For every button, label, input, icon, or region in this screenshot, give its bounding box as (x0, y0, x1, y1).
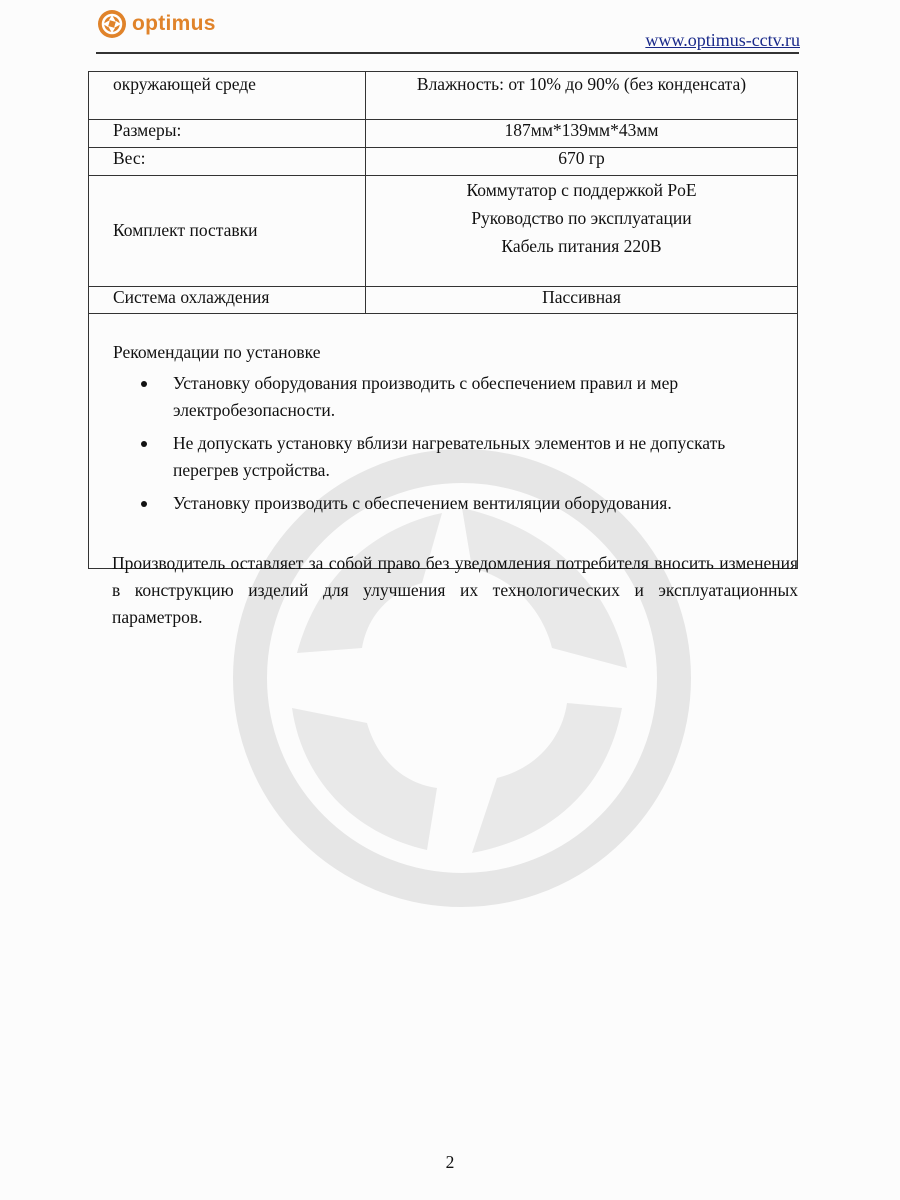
header-divider (96, 52, 799, 54)
dimensions-value: 187мм*139мм*43мм (366, 120, 798, 148)
weight-value: 670 гр (366, 148, 798, 176)
kit-item: Коммутатор с поддержкой PoE (466, 180, 697, 200)
manufacturer-disclaimer: Производитель оставляет за собой право без уведомления потребителя вносить изменения в конструкцию изделий для улучшения их технологических и эксплуатационных параметров. (112, 552, 798, 627)
page-number: 2 (445, 1152, 455, 1172)
cooling-label: Система охлаждения (89, 287, 366, 314)
website-link[interactable]: www.optimus-cctv.ru (645, 30, 800, 50)
optimus-logo-icon (96, 8, 128, 40)
recommendations-title: Рекомендации по установке (113, 342, 321, 362)
list-item: Не допускать установку вблизи нагревательных элементов и не допускать перегрев устройства. (173, 430, 757, 484)
table-row-environment (89, 72, 798, 120)
table-row-weight (89, 148, 798, 176)
kit-item: Руководство по эксплуатации (471, 208, 692, 228)
kit-label: Комплект поставки (89, 176, 366, 287)
list-item: Установку производить с обеспечением вентиляции оборудования. (173, 490, 757, 517)
kit-value (366, 176, 798, 287)
list-item: Установку оборудования производить с обеспечением правил и мер электробезопасности. (173, 370, 757, 424)
cooling-value: Пассивная (366, 287, 798, 314)
table-row-dimensions (89, 120, 798, 148)
table-row-recommendations (89, 314, 798, 569)
logo-text: optimus (132, 12, 216, 35)
table-row-kit (89, 176, 798, 287)
recommendations-cell (89, 314, 798, 569)
dimensions-label: Размеры: (89, 120, 366, 148)
weight-label: Вес: (89, 148, 366, 176)
specifications-table (88, 71, 798, 569)
recommendations-list (113, 370, 757, 517)
optimus-logo (96, 8, 216, 40)
kit-item: Кабель питания 220В (501, 236, 662, 256)
table-row-cooling (89, 287, 798, 314)
environment-label: окружающей среде (89, 72, 366, 120)
environment-value: Влажность: от 10% до 90% (без конденсата) (366, 72, 798, 120)
